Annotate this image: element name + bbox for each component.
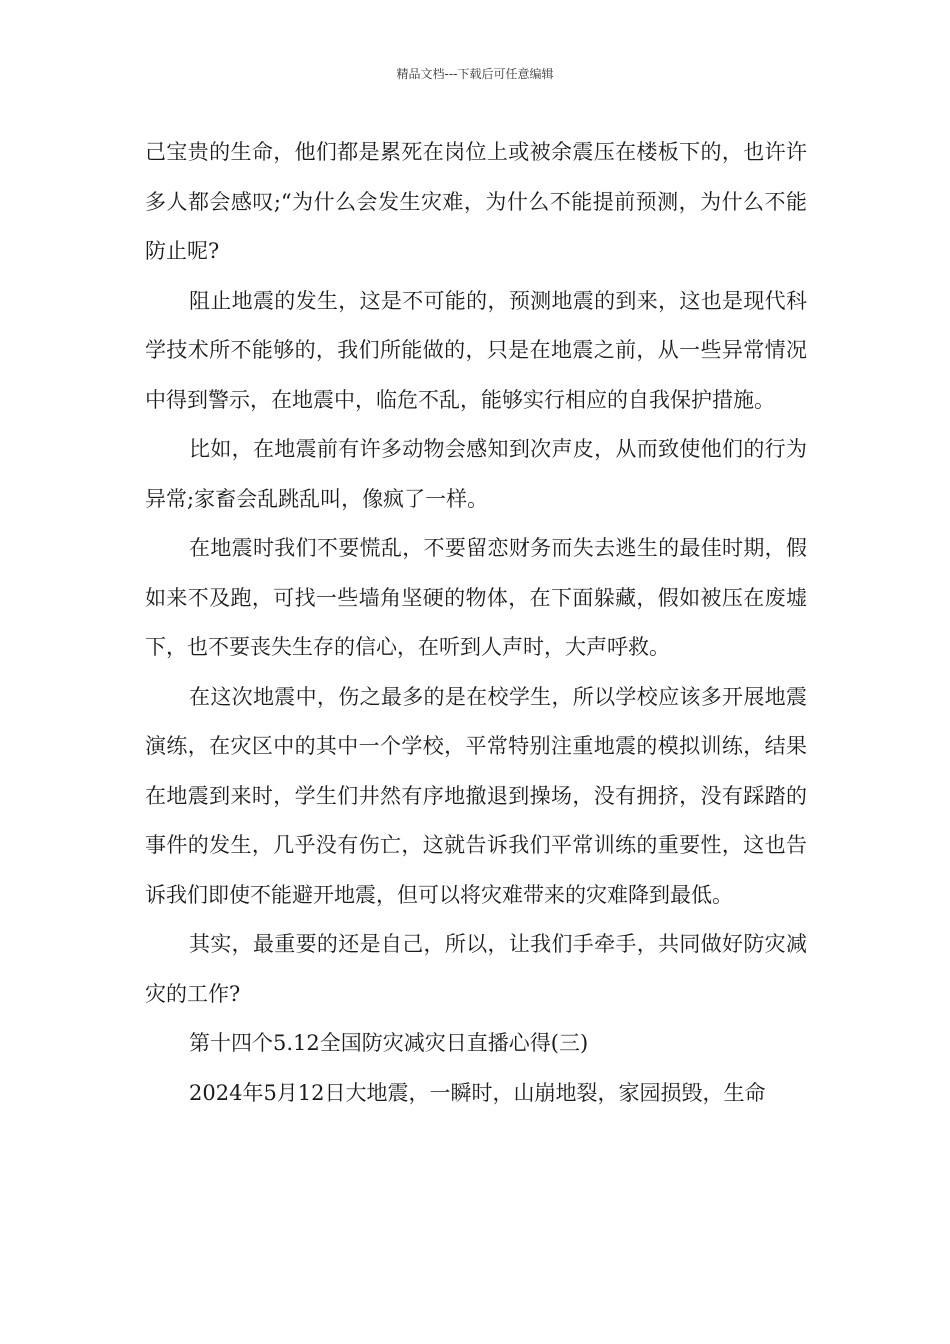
page-header: 精品文档---下载后可任意编辑 xyxy=(396,67,554,81)
paragraph: 其实，最重要的还是自己，所以，让我们手牵手，共同做好防灾减灾的工作? xyxy=(145,932,807,1006)
paragraph: 2024年5月12日大地震，一瞬时，山崩地裂，家园损毁，生命 xyxy=(189,1080,766,1105)
paragraph: 己宝贵的生命，他们都是累死在岗位上或被余震压在楼板下的，也许许多人都会感叹;“为什么会发生灾难，为什么不能提前预测，为什么不能防止呢? xyxy=(145,140,807,263)
paragraph: 比如，在地震前有许多动物会感知到次声皮，从而致使他们的行为异常;家畜会乱跳乱叫，像疯了一样。 xyxy=(145,437,807,511)
paragraph: 在地震时我们不要慌乱，不要留恋财务而失去逃生的最佳时期，假如来不及跑，可找一些墙角坚硬的物体，在下面躲藏，假如被压在废墟下，也不要丧失生存的信心，在听到人声时，大声呼救。 xyxy=(145,536,807,659)
paragraph: 在这次地震中，伤之最多的是在校学生，所以学校应该多开展地震演练，在灾区中的其中一个学校，平常特别注重地震的模拟训练，结果在地震到来时，学生们井然有序地撤退到操场，没有拥挤，没有踩踏的事件的发生，几乎没有伤亡，这就告诉我们平常训练的重要性，这也告诉我们即使不能避开地震，但可以将灾难带来的灾难降到最低。 xyxy=(145,684,807,907)
section-heading: 第十四个5.12全国防灾减灾日直播心得(三) xyxy=(189,1031,589,1055)
document-body xyxy=(145,128,807,1118)
paragraph: 阻止地震的发生，这是不可能的，预测地震的到来，这也是现代科学技术所不能够的，我们所能做的，只是在地震之前，从一些异常情况中得到警示，在地震中，临危不乱，能够实行相应的自我保护措施。 xyxy=(145,288,807,412)
